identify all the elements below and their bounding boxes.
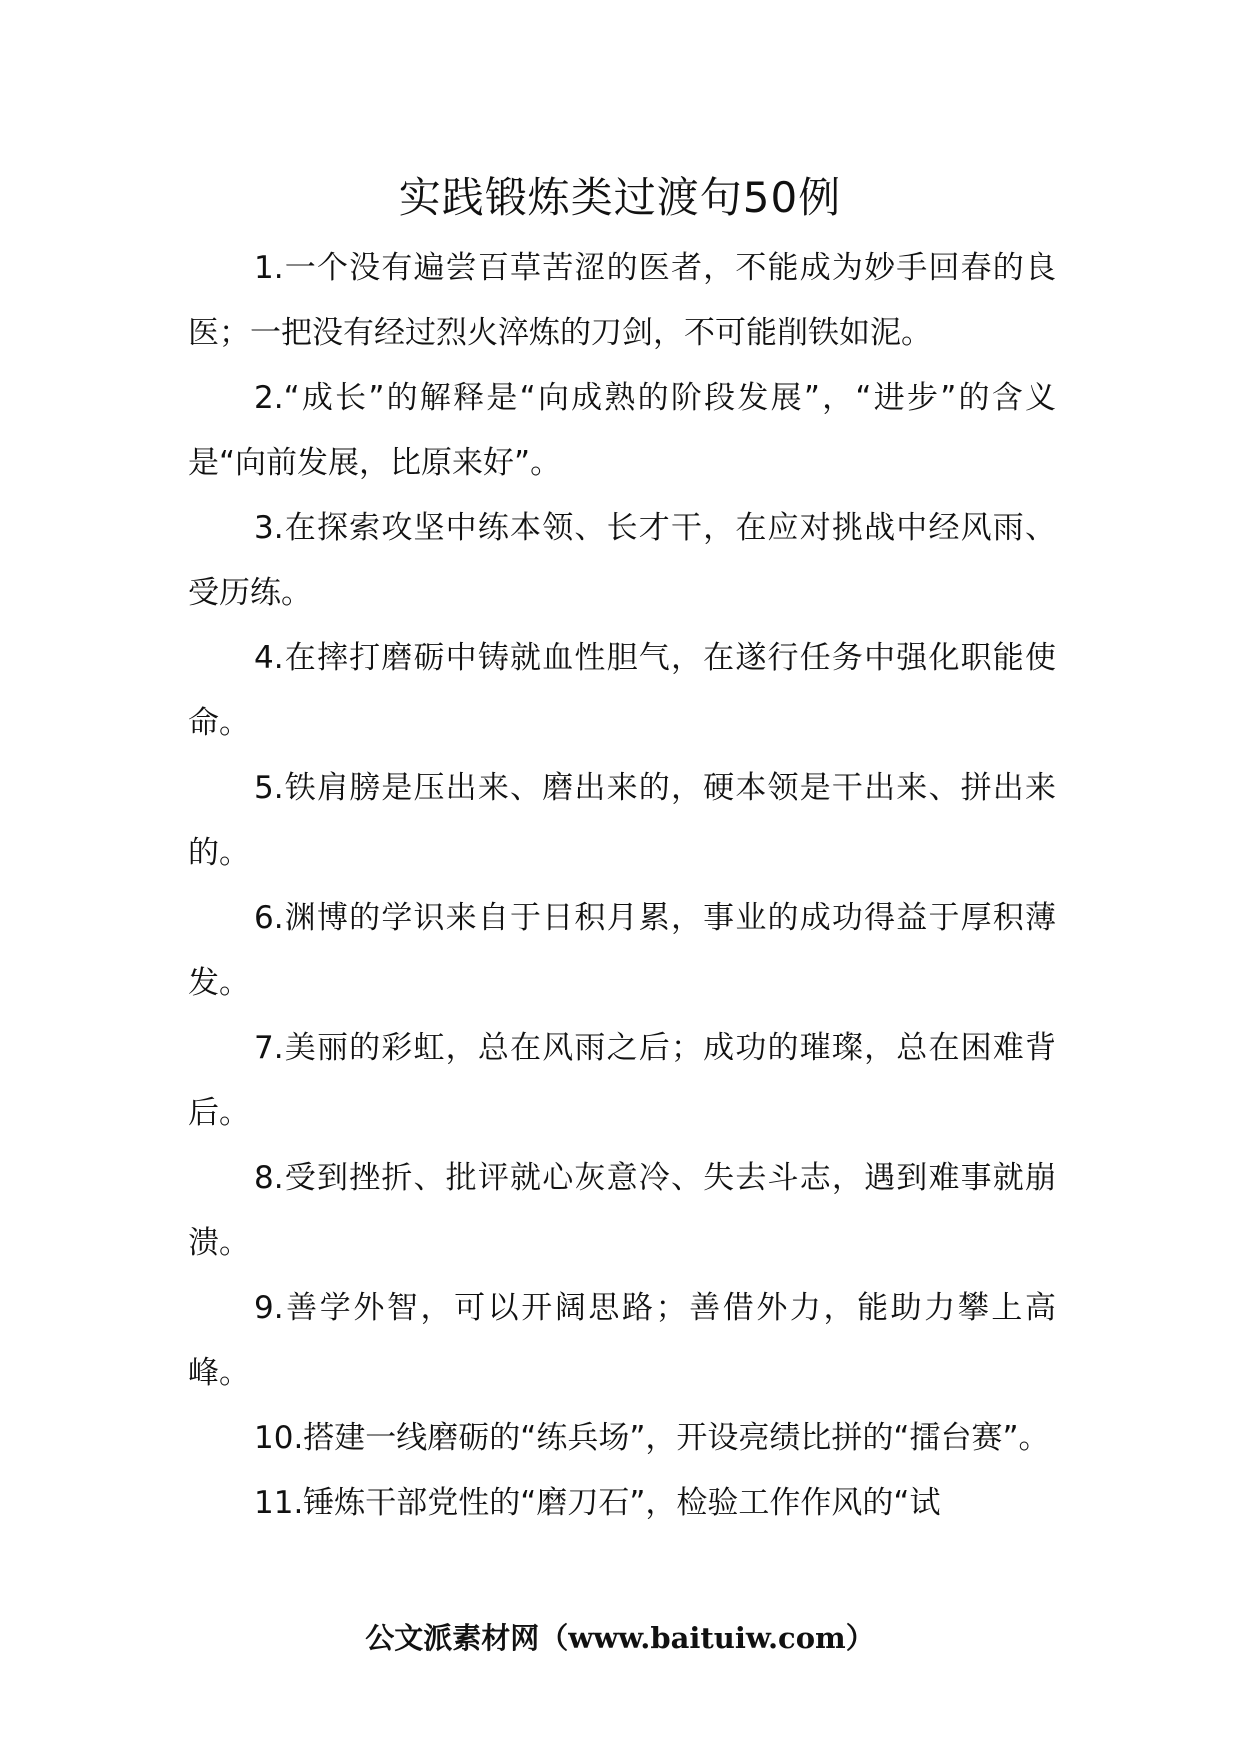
document-body [188,236,1056,1536]
list-item: 5.铁肩膀是压出来、磨出来的，硬本领是干出来、拼出来的。 [188,770,1056,871]
list-item: 8.受到挫折、批评就心灰意冷、失去斗志，遇到难事就崩溃。 [188,1160,1056,1261]
list-item: 2.“成长”的解释是“向成熟的阶段发展”，“进步”的含义是“向前发展，比原来好”。 [188,380,1056,481]
list-item: 10.搭建一线磨砺的“练兵场”，开设亮绩比拼的“擂台赛”。 [254,1420,1050,1456]
list-item: 9.善学外智，可以开阔思路；善借外力，能助力攀上高峰。 [188,1290,1056,1391]
list-item: 3.在探索攻坚中练本领、长才干，在应对挑战中经风雨、受历练。 [188,510,1056,611]
list-item: 7.美丽的彩虹，总在风雨之后；成功的璀璨，总在困难背后。 [188,1030,1056,1131]
list-item: 1.一个没有遍尝百草苦涩的医者，不能成为妙手回春的良医；一把没有经过烈火淬炼的刀剑，不可能削铁如泥。 [188,250,1056,351]
list-item: 4.在摔打磨砺中铸就血性胆气，在遂行任务中强化职能使命。 [188,640,1056,741]
document-title: 实践锻炼类过渡句50例 [398,173,842,222]
list-item: 11.锤炼干部党性的“磨刀石”，检验工作作风的“试 [254,1485,941,1521]
list-item: 6.渊博的学识来自于日积月累，事业的成功得益于厚积薄发。 [188,900,1056,1001]
page-footer-watermark: 公文派素材网（www.baituiw.com） [365,1621,875,1655]
